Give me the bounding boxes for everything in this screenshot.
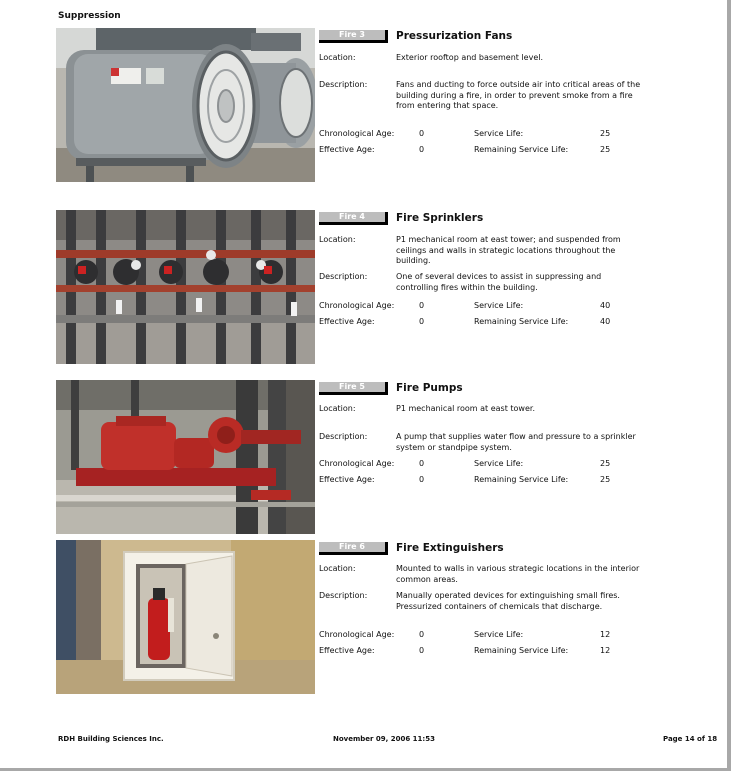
asset-entry-fire-3 [56, 28, 656, 184]
service-life-value: 25 [600, 459, 611, 468]
location-label: Location: [319, 564, 356, 573]
remaining-service-life-value: 25 [600, 145, 611, 154]
location-value: Mounted to walls in various strategic locations in the interior common areas. [396, 564, 640, 584]
footer-company: RDH Building Sciences Inc. [58, 735, 164, 743]
chronological-age-label: Chronological Age: [319, 459, 395, 468]
chronological-age-value: 0 [419, 459, 425, 468]
service-life-label: Service Life: [474, 630, 524, 639]
effective-age-label: Effective Age: [319, 317, 375, 326]
description-value: A pump that supplies water flow and pressure to a sprinkler system or standpipe system. [396, 432, 636, 452]
location-value: P1 mechanical room at east tower. [396, 404, 535, 413]
remaining-service-life-value: 40 [600, 317, 611, 326]
service-life-value: 25 [600, 129, 611, 138]
effective-age-value: 0 [419, 145, 425, 154]
effective-age-value: 0 [419, 475, 425, 484]
chronological-age-label: Chronological Age: [319, 129, 395, 138]
asset-entry-fire-5 [56, 380, 656, 536]
asset-tag: Fire 5 [319, 382, 388, 395]
remaining-service-life-label: Remaining Service Life: [474, 475, 569, 484]
location-label: Location: [319, 235, 356, 244]
effective-age-label: Effective Age: [319, 475, 375, 484]
chronological-age-label: Chronological Age: [319, 301, 395, 310]
service-life-label: Service Life: [474, 301, 524, 310]
description-value: One of several devices to assist in suppressing and controlling fires within the building. [396, 272, 602, 292]
photo-pressurization-fans [56, 28, 315, 182]
service-life-label: Service Life: [474, 129, 524, 138]
description-label: Description: [319, 272, 368, 281]
location-value: Exterior rooftop and basement level. [396, 53, 544, 62]
description-label: Description: [319, 432, 368, 441]
asset-tag: Fire 6 [319, 542, 388, 555]
location-value: P1 mechanical room at east tower; and suspended from ceilings and walls in strategic locations throughout the building. [396, 235, 621, 265]
description-value: Fans and ducting to force outside air into critical areas of the building during a fire, in order to prevent smoke from a fire from entering that space. [396, 80, 641, 110]
asset-title: Fire Sprinklers [396, 212, 484, 224]
footer-date: November 09, 2006 11:53 [333, 735, 435, 743]
photo-fire-sprinklers [56, 210, 315, 364]
photo-fire-pumps [56, 380, 315, 534]
remaining-service-life-value: 12 [600, 646, 611, 655]
asset-tag: Fire 3 [319, 30, 388, 43]
effective-age-value: 0 [419, 317, 425, 326]
service-life-label: Service Life: [474, 459, 524, 468]
chronological-age-label: Chronological Age: [319, 630, 395, 639]
asset-title: Fire Extinguishers [396, 542, 504, 554]
location-label: Location: [319, 53, 356, 62]
asset-entry-fire-6 [56, 540, 656, 696]
page-edge-right [727, 0, 731, 771]
remaining-service-life-value: 25 [600, 475, 611, 484]
remaining-service-life-label: Remaining Service Life: [474, 646, 569, 655]
service-life-value: 40 [600, 301, 611, 310]
asset-title: Fire Pumps [396, 382, 463, 394]
chronological-age-value: 0 [419, 630, 425, 639]
remaining-service-life-label: Remaining Service Life: [474, 145, 569, 154]
effective-age-label: Effective Age: [319, 145, 375, 154]
chronological-age-value: 0 [419, 301, 425, 310]
footer-page-number: Page 14 of 18 [663, 735, 718, 743]
asset-entry-fire-4 [56, 210, 656, 366]
chronological-age-value: 0 [419, 129, 425, 138]
effective-age-label: Effective Age: [319, 646, 375, 655]
photo-fire-extinguishers [56, 540, 315, 694]
description-label: Description: [319, 591, 368, 600]
description-value: Manually operated devices for extinguishing small fires. Pressurized containers of chemicals that discharge. [396, 591, 620, 611]
description-label: Description: [319, 80, 368, 89]
asset-tag: Fire 4 [319, 212, 388, 225]
remaining-service-life-label: Remaining Service Life: [474, 317, 569, 326]
asset-title: Pressurization Fans [396, 30, 513, 42]
service-life-value: 12 [600, 630, 611, 639]
effective-age-value: 0 [419, 646, 425, 655]
location-label: Location: [319, 404, 356, 413]
section-title: Suppression [58, 11, 121, 21]
